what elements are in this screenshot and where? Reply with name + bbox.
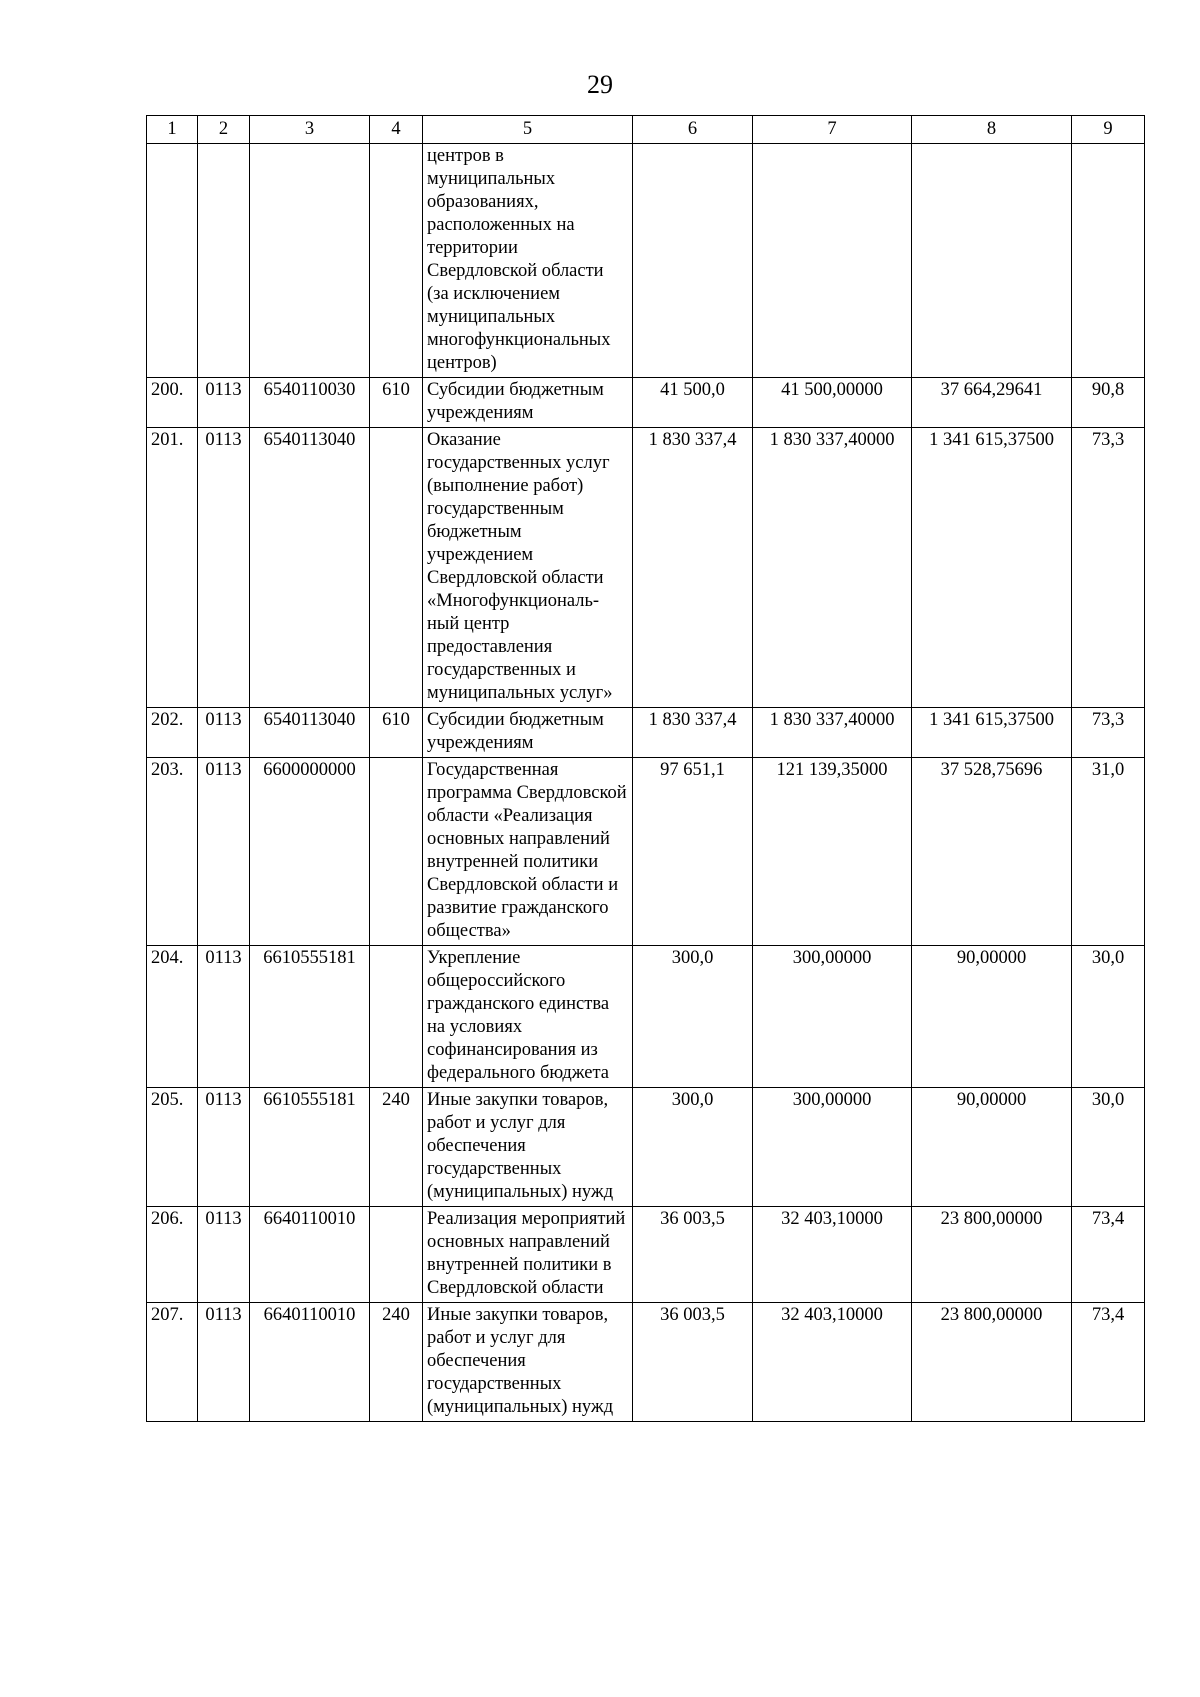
table-row (147, 708, 1145, 758)
planned-amount-cell: 300,00000 (753, 946, 912, 1088)
item-name-cell: Оказание государственных услуг (выполнение работ) государственным бюджетным учреждением Свердловской области «Многофункциональ-ный центр предоставления государственных и муниципальных услуг» (423, 428, 633, 708)
planned-amount-cell: 121 139,35000 (753, 758, 912, 946)
target-code-cell: 6640110010 (250, 1207, 370, 1303)
row-number-cell: 203. (147, 758, 198, 946)
item-name-cell: Иные закупки товаров, работ и услуг для обеспечения государственных (муниципальных) нужд (423, 1303, 633, 1422)
executed-amount-cell: 37 528,75696 (912, 758, 1072, 946)
section-code-cell: 0113 (198, 758, 250, 946)
execution-percent-cell: 73,4 (1072, 1303, 1145, 1422)
execution-percent-cell: 30,0 (1072, 946, 1145, 1088)
table-row (147, 428, 1145, 708)
executed-amount-cell: 37 664,29641 (912, 378, 1072, 428)
row-number-cell: 207. (147, 1303, 198, 1422)
target-code-cell (250, 144, 370, 378)
target-code-cell: 6540110030 (250, 378, 370, 428)
section-code-cell (198, 144, 250, 378)
column-header: 6 (633, 116, 753, 144)
execution-percent-cell: 30,0 (1072, 1088, 1145, 1207)
item-name-cell: Иные закупки товаров, работ и услуг для обеспечения государственных (муниципальных) нужд (423, 1088, 633, 1207)
approved-amount-cell: 97 651,1 (633, 758, 753, 946)
planned-amount-cell (753, 144, 912, 378)
column-header: 9 (1072, 116, 1145, 144)
column-header: 1 (147, 116, 198, 144)
item-name-cell: Государственная программа Свердловской области «Реализация основных направлений внутренней политики Свердловской области и развитие гражданского общества» (423, 758, 633, 946)
expense-type-cell: 240 (370, 1303, 423, 1422)
row-number-cell: 206. (147, 1207, 198, 1303)
target-code-cell: 6640110010 (250, 1303, 370, 1422)
execution-percent-cell: 73,3 (1072, 708, 1145, 758)
approved-amount-cell: 36 003,5 (633, 1207, 753, 1303)
section-code-cell: 0113 (198, 378, 250, 428)
row-number-cell: 205. (147, 1088, 198, 1207)
target-code-cell: 6540113040 (250, 428, 370, 708)
approved-amount-cell: 1 830 337,4 (633, 428, 753, 708)
target-code-cell: 6540113040 (250, 708, 370, 758)
item-name-cell: Субсидии бюджетным учреждениям (423, 378, 633, 428)
planned-amount-cell: 32 403,10000 (753, 1207, 912, 1303)
expense-type-cell: 240 (370, 1088, 423, 1207)
planned-amount-cell: 32 403,10000 (753, 1303, 912, 1422)
item-name-cell: Субсидии бюджетным учреждениям (423, 708, 633, 758)
section-code-cell: 0113 (198, 428, 250, 708)
planned-amount-cell: 1 830 337,40000 (753, 708, 912, 758)
expense-type-cell (370, 144, 423, 378)
approved-amount-cell: 1 830 337,4 (633, 708, 753, 758)
executed-amount-cell: 23 800,00000 (912, 1207, 1072, 1303)
row-number-cell (147, 144, 198, 378)
table-row (147, 758, 1145, 946)
executed-amount-cell (912, 144, 1072, 378)
table-row (147, 1088, 1145, 1207)
table-header-row (147, 116, 1145, 144)
table-row (147, 946, 1145, 1088)
row-number-cell: 202. (147, 708, 198, 758)
expense-type-cell (370, 1207, 423, 1303)
budget-table (146, 115, 1145, 1422)
execution-percent-cell: 73,4 (1072, 1207, 1145, 1303)
planned-amount-cell: 41 500,00000 (753, 378, 912, 428)
approved-amount-cell: 300,0 (633, 1088, 753, 1207)
expense-type-cell (370, 428, 423, 708)
expense-type-cell (370, 946, 423, 1088)
section-code-cell: 0113 (198, 946, 250, 1088)
item-name-cell: Реализация мероприятий основных направлений внутренней политики в Свердловской области (423, 1207, 633, 1303)
expense-type-cell: 610 (370, 708, 423, 758)
column-header: 2 (198, 116, 250, 144)
item-name-cell: Укрепление общероссийского гражданского единства на условиях софинансирования из федерального бюджета (423, 946, 633, 1088)
execution-percent-cell: 90,8 (1072, 378, 1145, 428)
target-code-cell: 6610555181 (250, 1088, 370, 1207)
approved-amount-cell: 300,0 (633, 946, 753, 1088)
expense-type-cell: 610 (370, 378, 423, 428)
section-code-cell: 0113 (198, 1303, 250, 1422)
row-number-cell: 200. (147, 378, 198, 428)
approved-amount-cell: 36 003,5 (633, 1303, 753, 1422)
planned-amount-cell: 300,00000 (753, 1088, 912, 1207)
row-number-cell: 204. (147, 946, 198, 1088)
execution-percent-cell: 73,3 (1072, 428, 1145, 708)
target-code-cell: 6610555181 (250, 946, 370, 1088)
column-header: 4 (370, 116, 423, 144)
section-code-cell: 0113 (198, 708, 250, 758)
column-header: 3 (250, 116, 370, 144)
approved-amount-cell: 41 500,0 (633, 378, 753, 428)
executed-amount-cell: 1 341 615,37500 (912, 708, 1072, 758)
row-number-cell: 201. (147, 428, 198, 708)
planned-amount-cell: 1 830 337,40000 (753, 428, 912, 708)
column-header: 7 (753, 116, 912, 144)
executed-amount-cell: 23 800,00000 (912, 1303, 1072, 1422)
section-code-cell: 0113 (198, 1088, 250, 1207)
table-row (147, 1303, 1145, 1422)
executed-amount-cell: 1 341 615,37500 (912, 428, 1072, 708)
execution-percent-cell (1072, 144, 1145, 378)
target-code-cell: 6600000000 (250, 758, 370, 946)
table-row (147, 378, 1145, 428)
executed-amount-cell: 90,00000 (912, 946, 1072, 1088)
page-number: 29 (587, 70, 613, 99)
section-code-cell: 0113 (198, 1207, 250, 1303)
item-name-cell: центров в муниципальных образованиях, расположенных на территории Свердловской области (за исключением муниципальных многофункциональных центров) (423, 144, 633, 378)
table-row (147, 144, 1145, 378)
approved-amount-cell (633, 144, 753, 378)
column-header: 8 (912, 116, 1072, 144)
execution-percent-cell: 31,0 (1072, 758, 1145, 946)
expense-type-cell (370, 758, 423, 946)
executed-amount-cell: 90,00000 (912, 1088, 1072, 1207)
column-header: 5 (423, 116, 633, 144)
table-row (147, 1207, 1145, 1303)
